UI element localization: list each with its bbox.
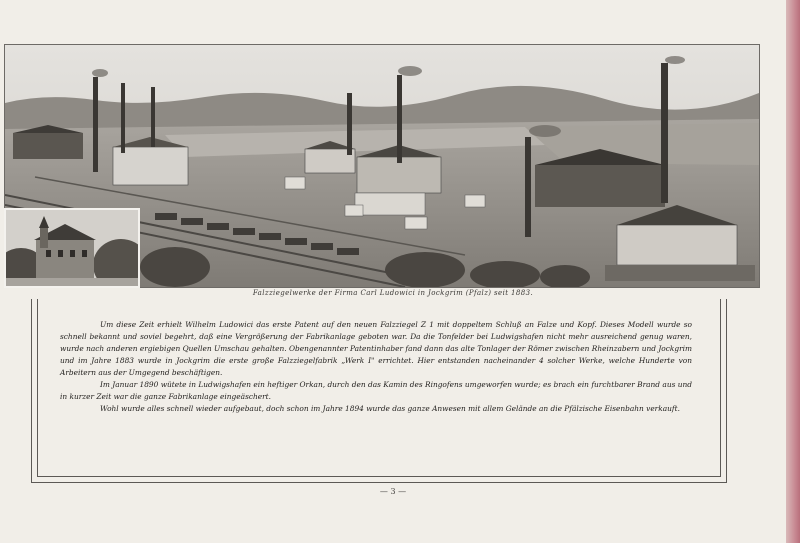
paragraph: Um diese Zeit erhielt Wilhelm Ludowici das erste Patent auf den neuen Falzziegel Z 1 mit doppeltem Schluß an Falze und Kopf. Dieses Modell wurde so schnell bekannt und soviel begehrt, daß eine Vergrößerung der Fabrikanlage geboten war. Da die Tonfelder bei Ludwigshafen nicht mehr ausreichend genug waren, wurde nach anderen ergiebigen Quellen Umschau gehalten. Obengenannter Patentinhaber fand dann das alte Tonlager der Römer zwischen Rheinzabern und Jockgrim und im Jahre 1883 wurde in Jockgrim die erste große Falzziegelfabrik „Werk I" errichtet. Hier entstanden nacheinander 4 solcher Werke, welche Hunderte von Arbeitern aus der Umgegend beschäftigen. [60, 320, 692, 377]
page-number: — 3 — [379, 487, 407, 496]
book-spine-edge [786, 0, 800, 543]
paragraph: Im Januar 1890 wütete in Ludwigshafen ein heftiger Orkan, durch den das Kamin des Ringofens umgeworfen wurde; es brach ein furchtbarer Brand aus und in kurzer Zeit war die ganze Fabrikanlage eingeäschert. [60, 380, 692, 401]
villa-illustration [6, 210, 138, 286]
photo-caption: Falzziegelwerke der Firma Carl Ludowici in Jockgrim (Pfalz) seit 1883. [252, 289, 534, 297]
paragraph: Wohl wurde alles schnell wieder aufgebaut, doch schon im Jahre 1894 wurde das ganze Anwesen mit allem Gelände an die Pfälzische Eisenbahn verkauft. [100, 404, 680, 413]
villa-inset-photo [4, 208, 140, 288]
body-text [60, 319, 692, 415]
